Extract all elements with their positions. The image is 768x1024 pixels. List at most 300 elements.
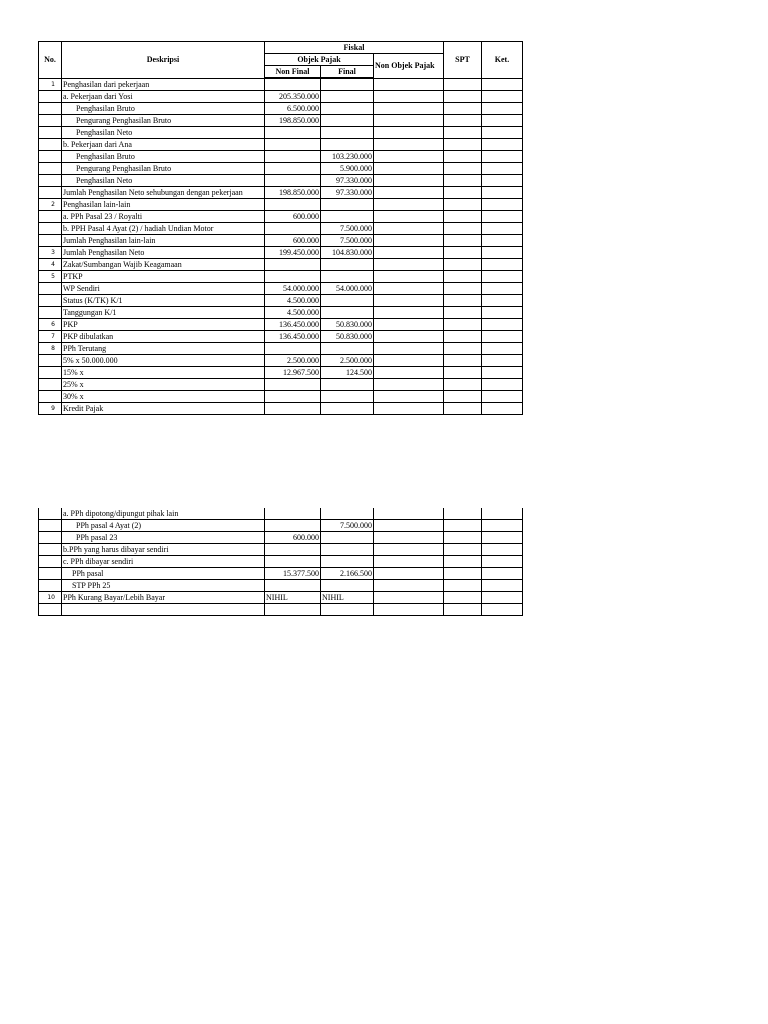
cell-spt (444, 568, 482, 580)
row-number (39, 379, 62, 391)
row-number (39, 139, 62, 151)
cell-non-objek-pajak (374, 319, 444, 331)
cell-non-final: 4.500.000 (265, 307, 321, 319)
cell-spt (444, 283, 482, 295)
row-number (39, 211, 62, 223)
cell-ket (482, 568, 523, 580)
cell-non-objek-pajak (374, 199, 444, 211)
cell-non-final: 4.500.000 (265, 295, 321, 307)
table-row (39, 508, 523, 520)
cell-spt (444, 187, 482, 199)
cell-ket (482, 556, 523, 568)
row-number (39, 544, 62, 556)
cell-ket (482, 211, 523, 223)
cell-final: 50.830.000 (321, 331, 374, 343)
cell-final (321, 127, 374, 139)
tax-table-page-2 (38, 508, 523, 616)
cell-spt (444, 151, 482, 163)
row-description: PPh Terutang (62, 343, 265, 355)
row-description: Jumlah Penghasilan Neto sehubungan dengan pekerjaan (62, 187, 265, 199)
cell-non-final (265, 127, 321, 139)
row-description: c. PPh dibayar sendiri (62, 556, 265, 568)
table-row (39, 78, 523, 91)
table-row (39, 91, 523, 103)
cell-final: 124.500 (321, 367, 374, 379)
row-number: 3 (39, 247, 62, 259)
cell-spt (444, 355, 482, 367)
cell-final: NIHIL (321, 592, 374, 604)
table-row (39, 343, 523, 355)
cell-final (321, 103, 374, 115)
col-header-deskripsi: Deskripsi (62, 42, 265, 79)
col-header-fiskal: Fiskal (265, 42, 444, 54)
row-description: Kredit Pajak (62, 403, 265, 415)
cell-non-objek-pajak (374, 139, 444, 151)
cell-non-objek-pajak (374, 127, 444, 139)
row-number (39, 127, 62, 139)
cell-non-final (265, 544, 321, 556)
cell-non-objek-pajak (374, 367, 444, 379)
col-header-spt: SPT (444, 42, 482, 79)
cell-final: 7.500.000 (321, 235, 374, 247)
cell-final (321, 115, 374, 127)
row-description: Penghasilan Bruto (62, 103, 265, 115)
cell-non-final (265, 199, 321, 211)
cell-non-objek-pajak (374, 259, 444, 271)
cell-ket (482, 235, 523, 247)
row-number (39, 283, 62, 295)
cell-spt (444, 331, 482, 343)
cell-final (321, 211, 374, 223)
row-number: 7 (39, 331, 62, 343)
table-row (39, 163, 523, 175)
table-row (39, 391, 523, 403)
row-description: Status (K/TK) K/1 (62, 295, 265, 307)
row-number (39, 163, 62, 175)
cell-ket (482, 127, 523, 139)
cell-non-final (265, 78, 321, 91)
table-row (39, 211, 523, 223)
cell-ket (482, 247, 523, 259)
col-header-objek-pajak: Objek Pajak (265, 54, 374, 66)
cell-spt (444, 367, 482, 379)
row-description: Penghasilan lain-lain (62, 199, 265, 211)
table-row (39, 544, 523, 556)
row-number: 5 (39, 271, 62, 283)
cell-non-objek-pajak (374, 295, 444, 307)
cell-spt (444, 295, 482, 307)
cell-ket (482, 199, 523, 211)
cell-spt (444, 259, 482, 271)
cell-spt (444, 532, 482, 544)
cell-non-objek-pajak (374, 343, 444, 355)
cell-ket (482, 331, 523, 343)
cell-final (321, 379, 374, 391)
cell-ket (482, 175, 523, 187)
cell-spt (444, 343, 482, 355)
cell-non-final (265, 391, 321, 403)
row-description: PPh pasal (62, 568, 265, 580)
cell-non-final: 12.967.500 (265, 367, 321, 379)
cell-non-objek-pajak (374, 307, 444, 319)
cell-ket (482, 223, 523, 235)
cell-non-final (265, 223, 321, 235)
cell-final (321, 343, 374, 355)
cell-ket (482, 283, 523, 295)
row-description: b. Pekerjaan dari Ana (62, 139, 265, 151)
cell-non-objek-pajak (374, 592, 444, 604)
cell-ket (482, 520, 523, 532)
row-number (39, 508, 62, 520)
row-number (39, 604, 62, 616)
cell-ket (482, 532, 523, 544)
cell-ket (482, 187, 523, 199)
row-number (39, 568, 62, 580)
cell-non-objek-pajak (374, 379, 444, 391)
row-description: Pengurang Penghasilan Bruto (62, 163, 265, 175)
cell-final: 103.230.000 (321, 151, 374, 163)
row-description: 30% x (62, 391, 265, 403)
row-description: Jumlah Penghasilan Neto (62, 247, 265, 259)
cell-non-objek-pajak (374, 271, 444, 283)
cell-non-final: 600.000 (265, 532, 321, 544)
cell-non-final (265, 403, 321, 415)
col-header-ket: Ket. (482, 42, 523, 79)
cell-non-final (265, 175, 321, 187)
row-description: PKP (62, 319, 265, 331)
row-number: 1 (39, 78, 62, 91)
table-row (39, 127, 523, 139)
col-header-no: No. (39, 42, 62, 79)
cell-non-objek-pajak (374, 283, 444, 295)
cell-final (321, 91, 374, 103)
row-description: a. Pekerjaan dari Yosi (62, 91, 265, 103)
cell-final (321, 403, 374, 415)
table-row (39, 103, 523, 115)
cell-spt (444, 235, 482, 247)
row-description: a. PPh dipotong/dipungut pihak lain (62, 508, 265, 520)
row-description: Penghasilan dari pekerjaan (62, 78, 265, 91)
cell-final: 2.166.500 (321, 568, 374, 580)
cell-non-objek-pajak (374, 532, 444, 544)
cell-non-final (265, 259, 321, 271)
cell-non-final: 15.377.500 (265, 568, 321, 580)
cell-non-final: 136.450.000 (265, 319, 321, 331)
cell-non-objek-pajak (374, 78, 444, 91)
cell-spt (444, 508, 482, 520)
row-number: 8 (39, 343, 62, 355)
cell-final: 54.000.000 (321, 283, 374, 295)
col-header-non-final: Non Final (265, 66, 321, 79)
cell-spt (444, 556, 482, 568)
cell-ket (482, 139, 523, 151)
cell-spt (444, 592, 482, 604)
cell-ket (482, 343, 523, 355)
cell-ket (482, 259, 523, 271)
cell-non-objek-pajak (374, 211, 444, 223)
cell-non-final: 2.500.000 (265, 355, 321, 367)
table-row (39, 187, 523, 199)
cell-spt (444, 199, 482, 211)
cell-final (321, 391, 374, 403)
cell-ket (482, 307, 523, 319)
table-row (39, 379, 523, 391)
table-row (39, 139, 523, 151)
table-row (39, 295, 523, 307)
cell-non-objek-pajak (374, 391, 444, 403)
table-row (39, 271, 523, 283)
cell-spt (444, 211, 482, 223)
cell-non-objek-pajak (374, 247, 444, 259)
cell-spt (444, 520, 482, 532)
row-description: PKP dibulatkan (62, 331, 265, 343)
cell-final (321, 199, 374, 211)
cell-non-final: 198.850.000 (265, 187, 321, 199)
row-description: b. PPH Pasal 4 Ayat (2) / hadiah Undian Motor (62, 223, 265, 235)
cell-final: 7.500.000 (321, 223, 374, 235)
row-description: Penghasilan Neto (62, 175, 265, 187)
cell-non-objek-pajak (374, 163, 444, 175)
cell-non-objek-pajak (374, 580, 444, 592)
cell-final (321, 78, 374, 91)
cell-final: 2.500.000 (321, 355, 374, 367)
cell-ket (482, 271, 523, 283)
cell-final (321, 508, 374, 520)
cell-ket (482, 592, 523, 604)
row-number (39, 391, 62, 403)
row-number (39, 367, 62, 379)
row-number (39, 175, 62, 187)
row-number: 2 (39, 199, 62, 211)
row-description: 5% x 50.000.000 (62, 355, 265, 367)
row-description: a. PPh Pasal 23 / Royalti (62, 211, 265, 223)
cell-non-final (265, 379, 321, 391)
cell-non-objek-pajak (374, 568, 444, 580)
cell-non-objek-pajak (374, 175, 444, 187)
row-description: PPh pasal 23 (62, 532, 265, 544)
cell-final (321, 307, 374, 319)
cell-ket (482, 403, 523, 415)
row-description: Jumlah Penghasilan lain-lain (62, 235, 265, 247)
cell-non-objek-pajak (374, 115, 444, 127)
cell-non-objek-pajak (374, 151, 444, 163)
cell-final (321, 580, 374, 592)
tax-table-page-1 (38, 41, 523, 415)
table-row (39, 331, 523, 343)
cell-non-objek-pajak (374, 520, 444, 532)
cell-non-final: 600.000 (265, 211, 321, 223)
cell-non-final: 205.350.000 (265, 91, 321, 103)
cell-ket (482, 295, 523, 307)
cell-non-final: 198.850.000 (265, 115, 321, 127)
cell-final: 7.500.000 (321, 520, 374, 532)
cell-final: 5.900.000 (321, 163, 374, 175)
table-row (39, 283, 523, 295)
cell-non-final: 6.500.000 (265, 103, 321, 115)
row-description: b.PPh yang harus dibayar sendiri (62, 544, 265, 556)
row-number (39, 91, 62, 103)
cell-non-objek-pajak (374, 91, 444, 103)
cell-spt (444, 271, 482, 283)
cell-non-objek-pajak (374, 556, 444, 568)
cell-ket (482, 319, 523, 331)
cell-non-final (265, 508, 321, 520)
row-number (39, 187, 62, 199)
row-number (39, 532, 62, 544)
cell-final: 104.830.000 (321, 247, 374, 259)
cell-non-final (265, 604, 321, 616)
cell-spt (444, 139, 482, 151)
cell-final: 97.330.000 (321, 187, 374, 199)
table-row (39, 199, 523, 211)
cell-spt (444, 103, 482, 115)
row-description: Pengurang Penghasilan Bruto (62, 115, 265, 127)
row-number (39, 223, 62, 235)
cell-spt (444, 307, 482, 319)
cell-final (321, 544, 374, 556)
cell-non-objek-pajak (374, 331, 444, 343)
table-row (39, 532, 523, 544)
table-row (39, 259, 523, 271)
cell-non-objek-pajak (374, 508, 444, 520)
cell-final (321, 295, 374, 307)
cell-spt (444, 580, 482, 592)
cell-ket (482, 379, 523, 391)
table-row (39, 319, 523, 331)
cell-spt (444, 127, 482, 139)
row-description: PPh pasal 4 Ayat (2) (62, 520, 265, 532)
table-row (39, 556, 523, 568)
cell-spt (444, 175, 482, 187)
table-row (39, 580, 523, 592)
cell-non-objek-pajak (374, 544, 444, 556)
col-header-non-objek-pajak: Non Objek Pajak (374, 54, 444, 79)
cell-ket (482, 115, 523, 127)
cell-ket (482, 391, 523, 403)
table-row (39, 175, 523, 187)
cell-final (321, 271, 374, 283)
cell-non-final (265, 556, 321, 568)
cell-spt (444, 91, 482, 103)
cell-final (321, 139, 374, 151)
table-row (39, 235, 523, 247)
cell-non-final: 199.450.000 (265, 247, 321, 259)
row-number: 10 (39, 592, 62, 604)
cell-non-final (265, 139, 321, 151)
cell-non-objek-pajak (374, 103, 444, 115)
table-row (39, 355, 523, 367)
cell-final: 97.330.000 (321, 175, 374, 187)
row-description: Penghasilan Neto (62, 127, 265, 139)
cell-ket (482, 355, 523, 367)
cell-ket (482, 580, 523, 592)
cell-non-final (265, 271, 321, 283)
cell-spt (444, 319, 482, 331)
cell-non-objek-pajak (374, 223, 444, 235)
col-header-final: Final (321, 66, 374, 79)
cell-final (321, 604, 374, 616)
row-number (39, 103, 62, 115)
row-description: STP PPh 25 (62, 580, 265, 592)
cell-ket (482, 604, 523, 616)
row-number (39, 235, 62, 247)
table-row (39, 604, 523, 616)
row-number (39, 556, 62, 568)
cell-ket (482, 91, 523, 103)
cell-non-objek-pajak (374, 403, 444, 415)
row-number: 6 (39, 319, 62, 331)
cell-ket (482, 508, 523, 520)
cell-final: 50.830.000 (321, 319, 374, 331)
row-description: 25% x (62, 379, 265, 391)
row-number (39, 355, 62, 367)
cell-ket (482, 103, 523, 115)
row-number (39, 115, 62, 127)
cell-non-final (265, 580, 321, 592)
table-row (39, 520, 523, 532)
row-description: PPh Kurang Bayar/Lebih Bayar (62, 592, 265, 604)
cell-non-final: 54.000.000 (265, 283, 321, 295)
cell-non-final: 136.450.000 (265, 331, 321, 343)
cell-final (321, 532, 374, 544)
cell-ket (482, 163, 523, 175)
cell-spt (444, 247, 482, 259)
table-row (39, 367, 523, 379)
cell-spt (444, 379, 482, 391)
cell-non-objek-pajak (374, 187, 444, 199)
row-number (39, 520, 62, 532)
row-description: PTKP (62, 271, 265, 283)
cell-non-final (265, 520, 321, 532)
cell-spt (444, 78, 482, 91)
cell-non-objek-pajak (374, 604, 444, 616)
cell-non-final (265, 343, 321, 355)
table-row (39, 307, 523, 319)
cell-ket (482, 544, 523, 556)
row-number (39, 580, 62, 592)
cell-spt (444, 403, 482, 415)
cell-ket (482, 367, 523, 379)
cell-non-final: NIHIL (265, 592, 321, 604)
cell-ket (482, 151, 523, 163)
row-number: 4 (39, 259, 62, 271)
row-description: Penghasilan Bruto (62, 151, 265, 163)
table-row (39, 568, 523, 580)
cell-final (321, 259, 374, 271)
cell-spt (444, 115, 482, 127)
row-description (62, 604, 265, 616)
row-description: Zakat/Sumbangan Wajib Keagamaan (62, 259, 265, 271)
cell-spt (444, 544, 482, 556)
table-row (39, 223, 523, 235)
cell-non-objek-pajak (374, 355, 444, 367)
row-number (39, 151, 62, 163)
cell-spt (444, 163, 482, 175)
row-description: 15% x (62, 367, 265, 379)
cell-spt (444, 223, 482, 235)
cell-spt (444, 391, 482, 403)
cell-non-final: 600.000 (265, 235, 321, 247)
table-row (39, 592, 523, 604)
table-row (39, 115, 523, 127)
row-number (39, 295, 62, 307)
cell-ket (482, 78, 523, 91)
table-row (39, 247, 523, 259)
cell-final (321, 556, 374, 568)
table-row (39, 403, 523, 415)
row-number (39, 307, 62, 319)
cell-non-objek-pajak (374, 235, 444, 247)
